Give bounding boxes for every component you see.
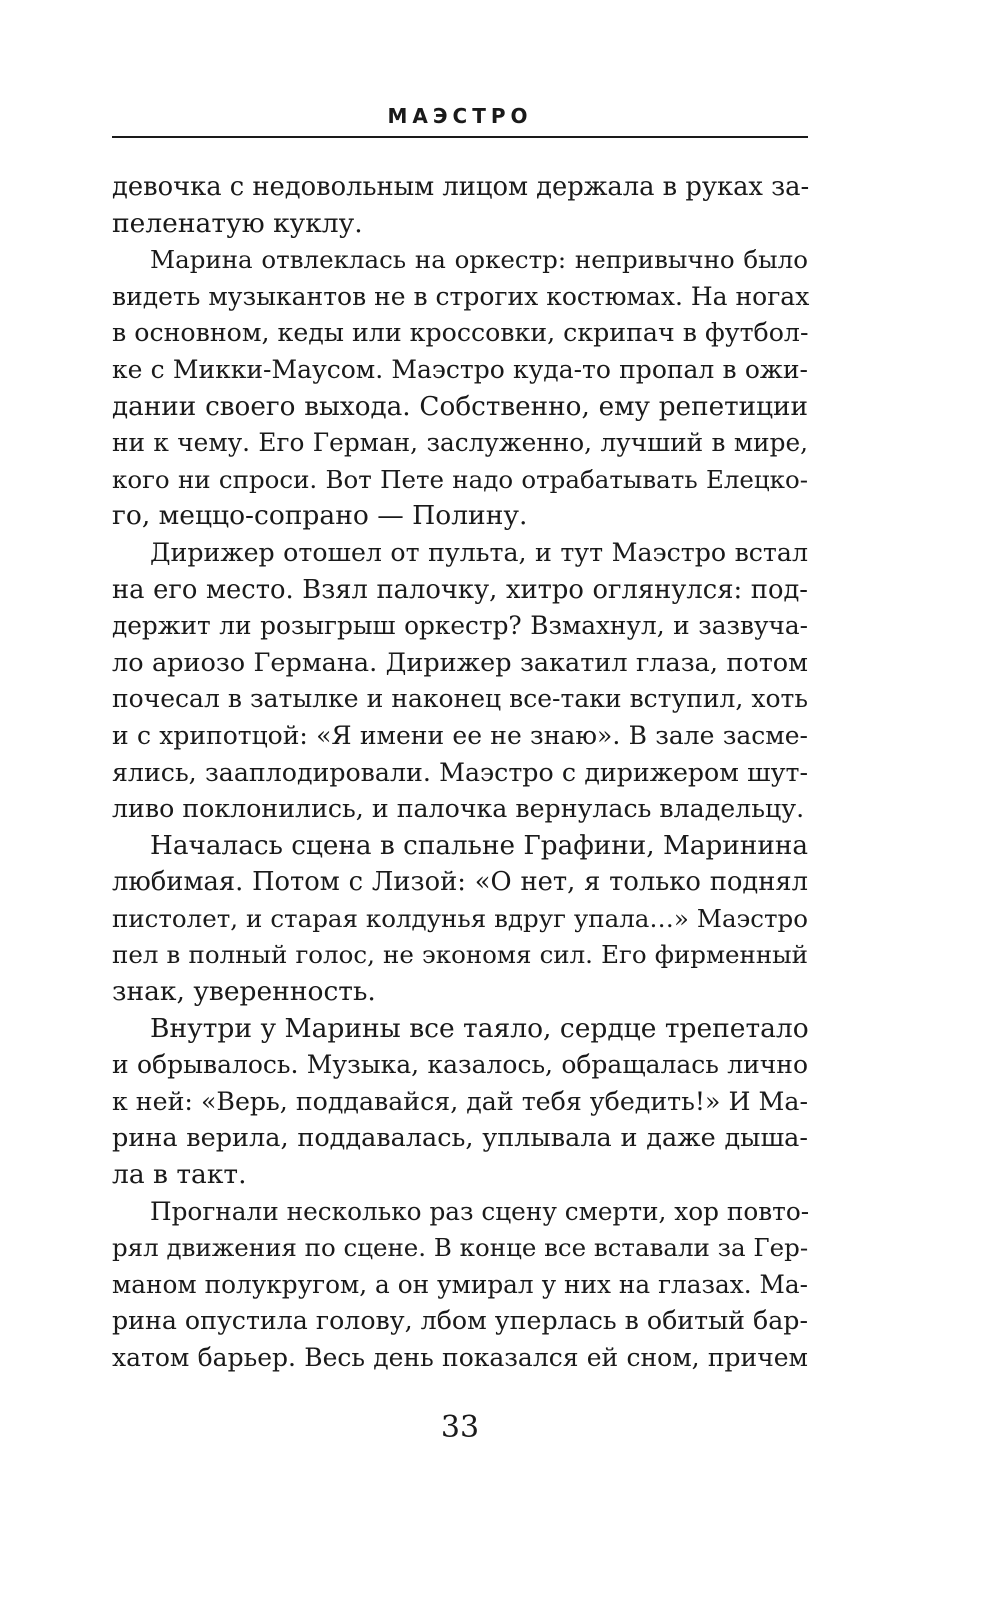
text-line: Началась сцена в спальне Графини, Маринина (150, 830, 808, 861)
header-rule (112, 136, 808, 138)
text-line: ло ариозо Германа. Дирижер закатил глаза, потом (112, 647, 808, 678)
text-line: знак, уверенность. (112, 976, 376, 1008)
text-line: держит ли розыгрыш оркестр? Взмахнул, и зазвуча- (112, 611, 808, 641)
text-line: ливо поклонились, и палочка вернулась владельцу. (112, 794, 805, 824)
text-line: пел в полный голос, не экономя сил. Его фирменный (112, 940, 808, 970)
text-line: дании своего выхода. Собственно, ему репетиции (112, 391, 808, 422)
text-line: маном полукругом, а он умирал у них на глазах. Ма- (112, 1269, 808, 1299)
text-line: на его место. Взял палочку, хитро оглянулся: под- (112, 574, 808, 605)
text-line: ялись, зааплодировали. Маэстро с дирижером шут- (112, 757, 808, 787)
paragraph (112, 1194, 808, 1377)
text-line: ла в такт. (112, 1159, 247, 1191)
text-line: рина верила, поддавалась, уплывала и даже дыша- (112, 1123, 808, 1154)
paragraph (112, 169, 808, 242)
paragraph (112, 828, 808, 1011)
text-line: любимая. Потом с Лизой: «О нет, я только поднял (112, 867, 808, 898)
text-line: хатом барьер. Весь день показался ей сном, причем (112, 1343, 808, 1372)
text-line: ни к чему. Его Герман, заслуженно, лучший в мире, (112, 428, 808, 458)
text-line: ке с Микки-Маусом. Маэстро куда-то пропал в ожи- (112, 354, 808, 384)
text-line: го, меццо-сопрано — Полину. (112, 500, 528, 532)
text-line: Прогнали несколько раз сцену смерти, хор повто- (150, 1196, 810, 1226)
book-page (112, 0, 808, 1616)
text-line: пистолет, и старая колдунья вдруг упала…» Маэстро (112, 903, 808, 933)
text-line: видеть музыкантов не в строгих костюмах. На ногах (112, 281, 810, 311)
text-line: и обрывалось. Музыка, казалось, обращалась лично (112, 1050, 808, 1080)
text-line: почесал в затылке и наконец все-таки вступил, хоть (112, 684, 808, 714)
text-line: пеленатую куклу. (112, 207, 363, 239)
text-line: рина опустила голову, лбом уперлась в обитый бар- (112, 1306, 808, 1336)
paragraph (112, 1011, 808, 1194)
body-text (112, 169, 808, 1377)
text-line: рял движения по сцене. В конце все вставали за Гер- (112, 1233, 809, 1263)
page-number: 33 (440, 1410, 480, 1445)
text-line: к ней: «Верь, поддавайся, дай тебя убедить!» И Ма- (112, 1086, 808, 1116)
text-line: девочка с недовольным лицом держала в руках за- (112, 172, 810, 202)
text-line: в основном, кеды или кроссовки, скрипач в футбол- (112, 318, 809, 348)
text-line: кого ни спроси. Вот Пете надо отрабатывать Елецко- (112, 464, 808, 494)
running-head: МАЭСТРО (387, 104, 533, 128)
paragraph (112, 535, 808, 828)
text-line: Дирижер отошел от пульта, и тут Маэстро встал (150, 537, 808, 567)
text-line: Внутри у Марины все таяло, сердце трепетало (150, 1012, 809, 1044)
text-line: и с хрипотцой: «Я имени ее не знаю». В зале засме- (112, 720, 808, 750)
text-line: Марина отвлеклась на оркестр: непривычно было (150, 245, 808, 275)
paragraph (112, 242, 808, 535)
